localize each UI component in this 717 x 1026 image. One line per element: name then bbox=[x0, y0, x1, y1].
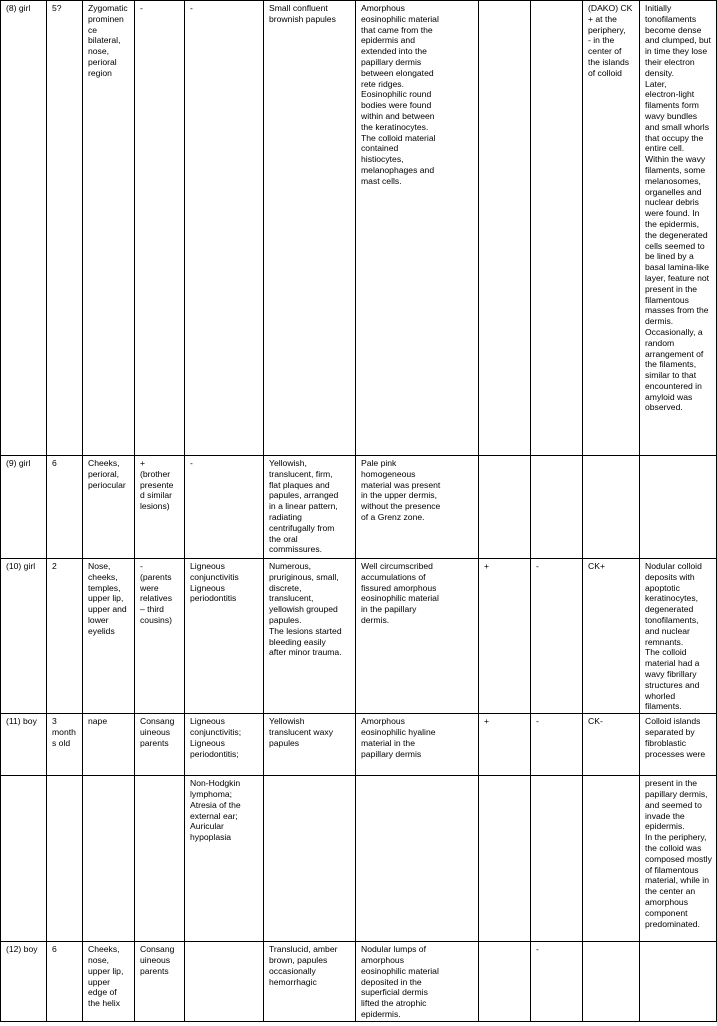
electron-microscopy-cell: present in the papillary dermis, and seemed to invade the epidermis. In the periphery, the colloid was composed mostly of filamentous material, while in the center an amorphous component predominated. bbox=[640, 776, 717, 942]
location-cell: Cheeks, perioral, periocular bbox=[83, 456, 135, 559]
location-cell: Zygomatic prominen ce bilateral, nose, perioral region bbox=[83, 1, 135, 456]
age-cell: 2 bbox=[47, 559, 83, 714]
histopathology-cell bbox=[356, 776, 479, 942]
family-history-cell: + (brother presente d similar lesions) bbox=[135, 456, 185, 559]
clinical-features-cell bbox=[264, 776, 356, 942]
stain-2-cell bbox=[531, 1, 583, 456]
age-cell: 3 month s old bbox=[47, 714, 83, 776]
stain-2-cell: - bbox=[531, 559, 583, 714]
immunohistochemistry-cell bbox=[583, 776, 640, 942]
associated-conditions-cell bbox=[185, 942, 264, 1022]
age-cell: 6 bbox=[47, 456, 83, 559]
case-id-cell bbox=[1, 776, 47, 942]
electron-microscopy-cell: Colloid islands separated by fibroblastic processes were bbox=[640, 714, 717, 776]
immunohistochemistry-cell: (DAKO) CK + at the periphery, - in the center of the islands of colloid bbox=[583, 1, 640, 456]
table-row bbox=[1, 776, 717, 942]
case-id-cell: (11) boy bbox=[1, 714, 47, 776]
location-cell: Cheeks, nose, upper lip, upper edge of the helix bbox=[83, 942, 135, 1022]
stain-2-cell: - bbox=[531, 942, 583, 1022]
table-row bbox=[1, 559, 717, 714]
associated-conditions-cell: Ligneous conjunctivitis; Ligneous periodontitis; bbox=[185, 714, 264, 776]
stain-1-cell bbox=[479, 456, 531, 559]
clinical-features-cell: Translucid, amber brown, papules occasionally hemorrhagic bbox=[264, 942, 356, 1022]
clinical-features-cell: Yellowish, translucent, firm, flat plaques and papules, arranged in a linear pattern, radiating centrifugally from the oral commissures. bbox=[264, 456, 356, 559]
stain-2-cell: - bbox=[531, 714, 583, 776]
stain-2-cell bbox=[531, 776, 583, 942]
clinical-features-cell: Yellowish translucent waxy papules bbox=[264, 714, 356, 776]
location-cell: Nose, cheeks, temples, upper lip, upper and lower eyelids bbox=[83, 559, 135, 714]
clinical-features-cell: Small confluent brownish papules bbox=[264, 1, 356, 456]
clinical-features-cell: Numerous, pruriginous, small, discrete, translucent, yellowish grouped papules. The lesions started bleeding easily after minor trauma. bbox=[264, 559, 356, 714]
electron-microscopy-cell: Initially tonofilaments become dense and clumped, but in time they lose their electron density. Later, electron-light filaments form wavy bundles and small whorls that occupy the entire cell. Within the wavy filaments, some melanosomes, organelles and nuclear debris were found. In the epidermis, the degenerated cells seemed to be lined by a basal lamina-like layer, feature not present in the filamentous masses from the dermis. Occasionally, a random arrangement of the filaments, similar to that encountered in amyloid was observed. bbox=[640, 1, 717, 456]
electron-microscopy-cell bbox=[640, 456, 717, 559]
table-row bbox=[1, 942, 717, 1022]
immunohistochemistry-cell bbox=[583, 456, 640, 559]
histopathology-cell: Well circumscribed accumulations of fissured amorphous eosinophilic material in the papillary dermis. bbox=[356, 559, 479, 714]
stain-1-cell bbox=[479, 776, 531, 942]
associated-conditions-cell: - bbox=[185, 1, 264, 456]
immunohistochemistry-cell bbox=[583, 942, 640, 1022]
family-history-cell: - (parents were relatives – third cousins) bbox=[135, 559, 185, 714]
age-cell: 5? bbox=[47, 1, 83, 456]
location-cell: nape bbox=[83, 714, 135, 776]
stain-1-cell bbox=[479, 1, 531, 456]
histopathology-cell: Amorphous eosinophilic material that came from the epidermis and extended into the papillary dermis between elongated rete ridges. Eosinophilic round bodies were found within and between the keratinocytes. The colloid material contained histiocytes, melanophages and mast cells. bbox=[356, 1, 479, 456]
associated-conditions-cell: Ligneous conjunctivitis Ligneous periodontitis bbox=[185, 559, 264, 714]
histopathology-cell: Amorphous eosinophilic hyaline material in the papillary dermis bbox=[356, 714, 479, 776]
histopathology-cell: Nodular lumps of amorphous eosinophilic material deposited in the superficial dermis lifted the atrophic epidermis. bbox=[356, 942, 479, 1022]
immunohistochemistry-cell: CK- bbox=[583, 714, 640, 776]
stain-1-cell bbox=[479, 942, 531, 1022]
age-cell bbox=[47, 776, 83, 942]
immunohistochemistry-cell: CK+ bbox=[583, 559, 640, 714]
family-history-cell: Consang uineous parents bbox=[135, 942, 185, 1022]
case-id-cell: (12) boy bbox=[1, 942, 47, 1022]
age-cell: 6 bbox=[47, 942, 83, 1022]
stain-2-cell bbox=[531, 456, 583, 559]
table-row bbox=[1, 1, 717, 456]
family-history-cell: Consang uineous parents bbox=[135, 714, 185, 776]
histopathology-cell: Pale pink homogeneous material was present in the upper dermis, without the presence of a Grenz zone. bbox=[356, 456, 479, 559]
electron-microscopy-cell bbox=[640, 942, 717, 1022]
table-row bbox=[1, 456, 717, 559]
location-cell bbox=[83, 776, 135, 942]
associated-conditions-cell: Non-Hodgkin lymphoma; Atresia of the external ear; Auricular hypoplasia bbox=[185, 776, 264, 942]
electron-microscopy-cell: Nodular colloid deposits with apoptotic keratinocytes, degenerated tonofilaments, and nuclear remnants. The colloid material had a wavy fibrillary structures and whorled filaments. bbox=[640, 559, 717, 714]
table-row bbox=[1, 714, 717, 776]
family-history-cell bbox=[135, 776, 185, 942]
case-id-cell: (8) girl bbox=[1, 1, 47, 456]
case-id-cell: (10) girl bbox=[1, 559, 47, 714]
case-id-cell: (9) girl bbox=[1, 456, 47, 559]
associated-conditions-cell: - bbox=[185, 456, 264, 559]
stain-1-cell: + bbox=[479, 714, 531, 776]
stain-1-cell: + bbox=[479, 559, 531, 714]
family-history-cell: - bbox=[135, 1, 185, 456]
